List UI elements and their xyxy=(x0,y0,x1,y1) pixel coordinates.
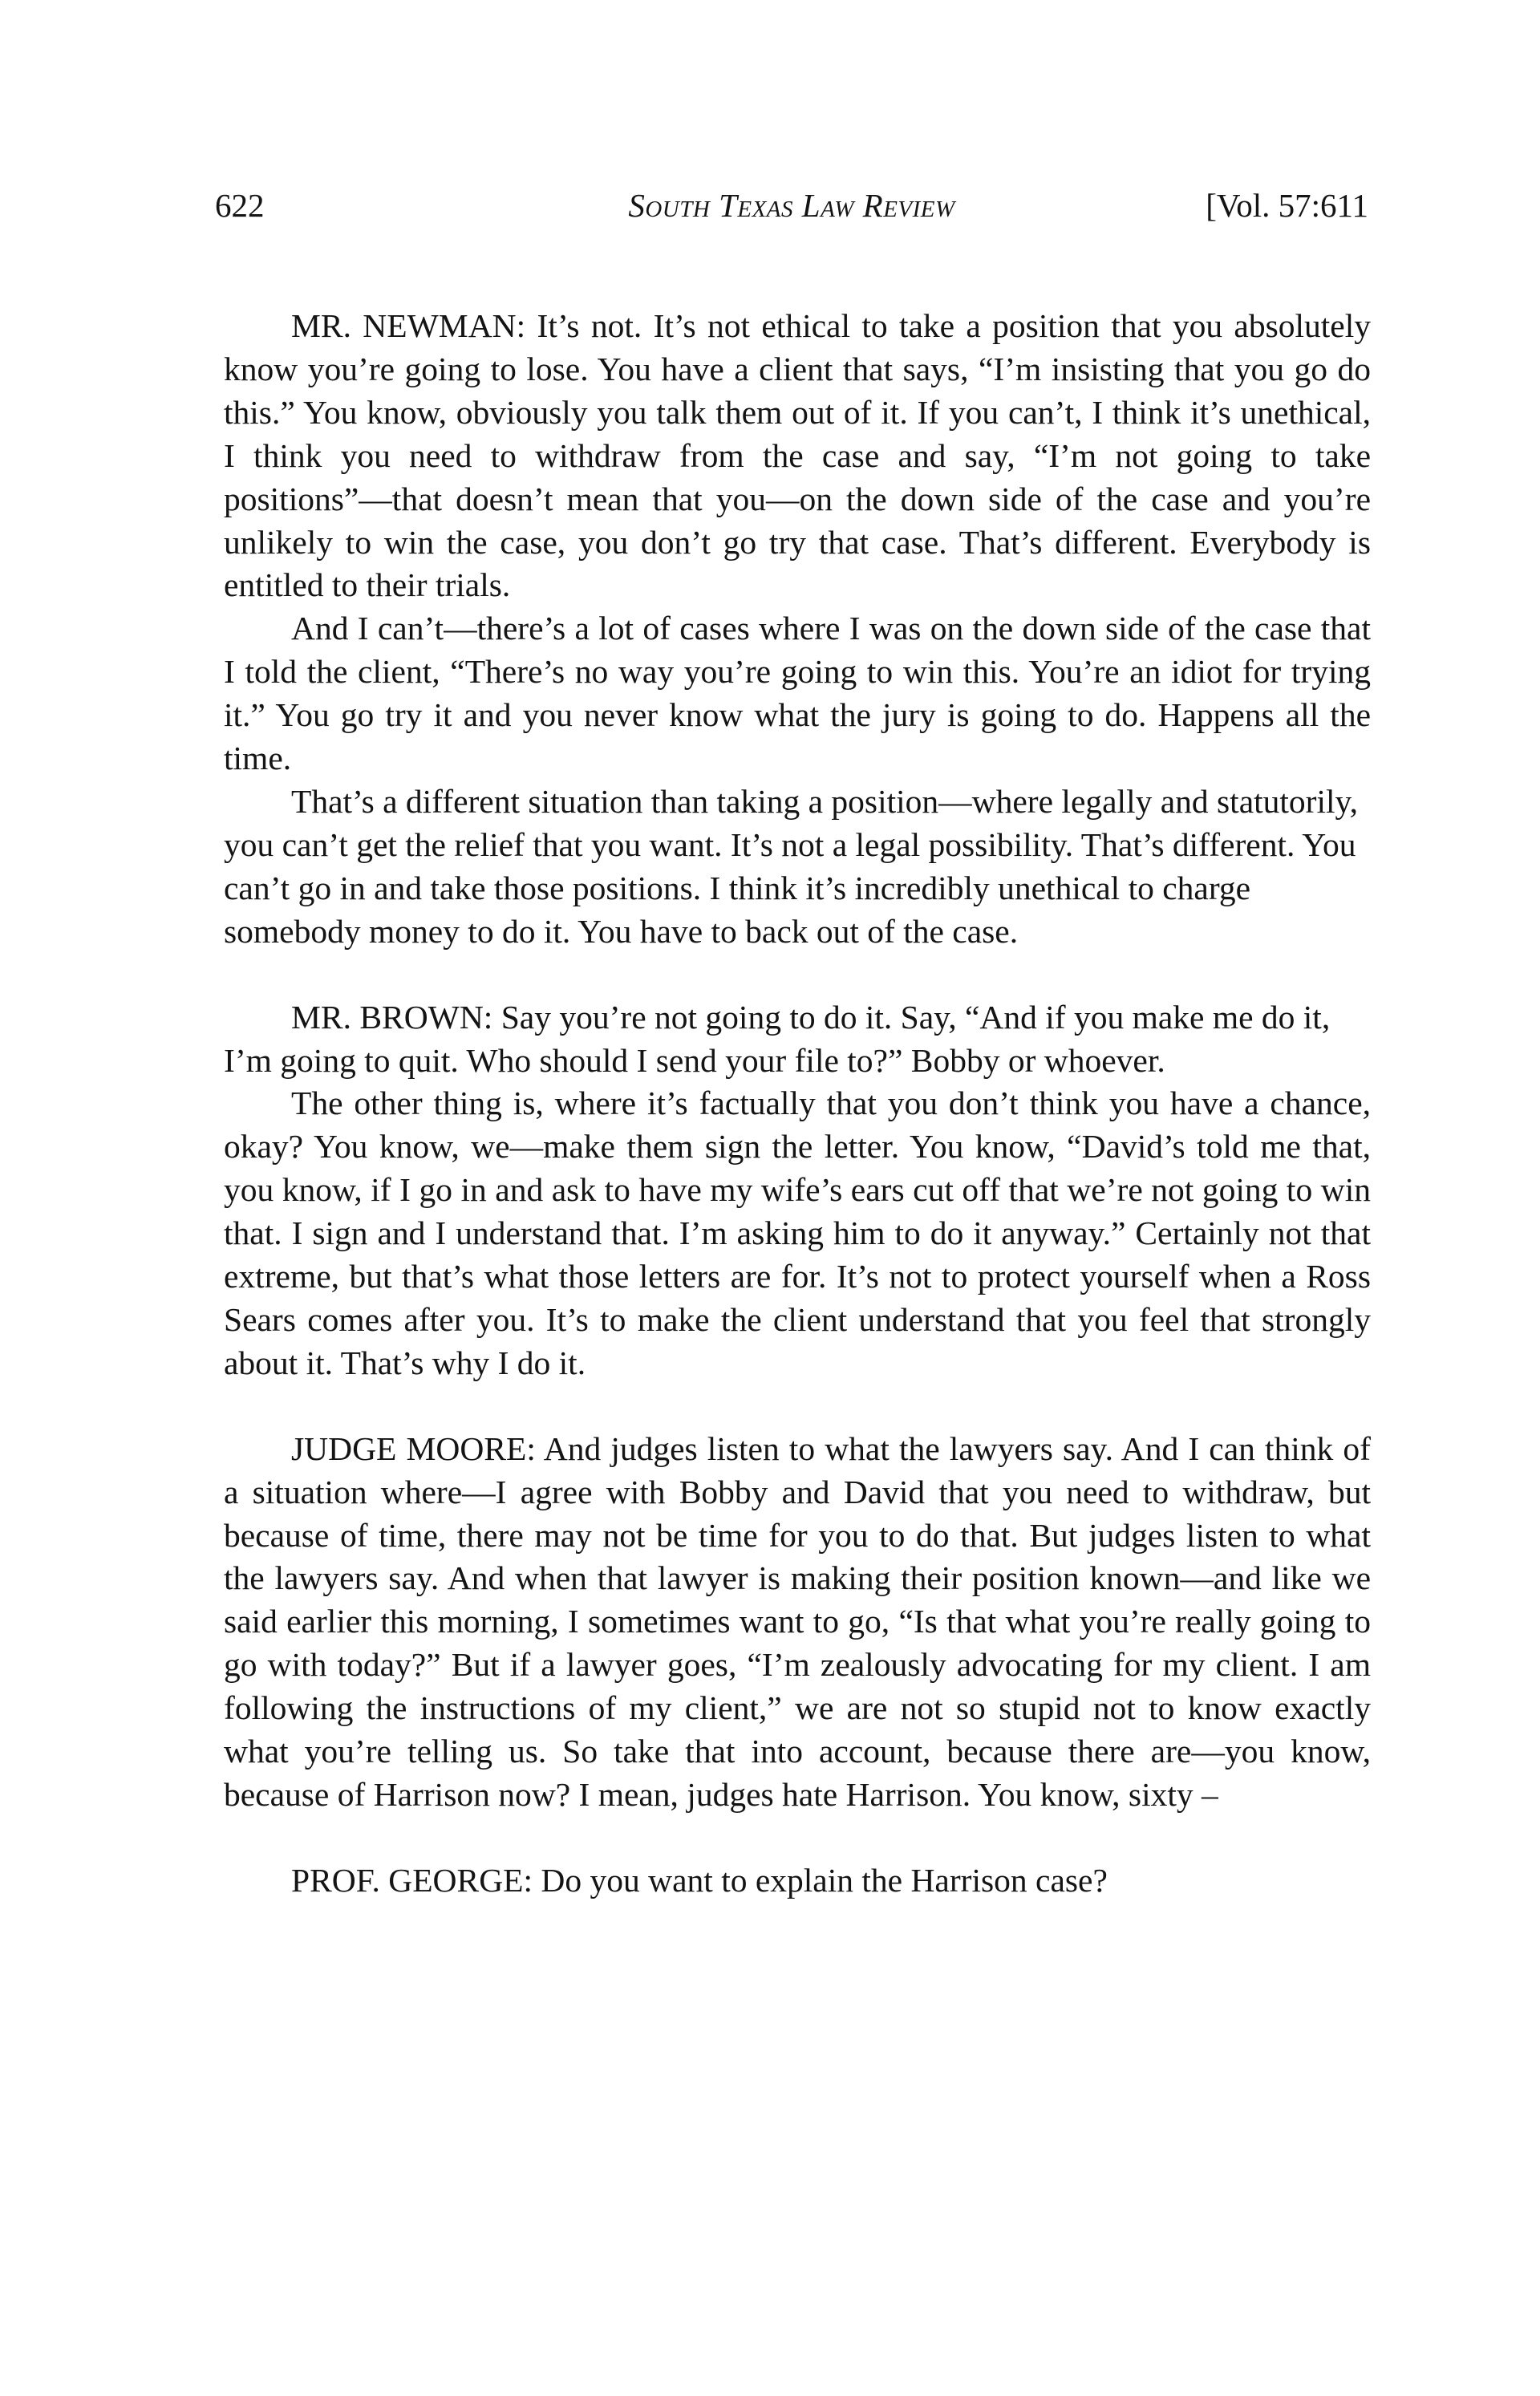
paragraph-newman: MR. NEWMAN: It’s not. It’s not ethical to take a position that you absolutely know you’re going to lose. You have a client that says, “I’m insisting that you go do this.” You know, obviously you talk them out of it. If you can’t, I think it’s unethical, I think you need to withdraw from the case and say, “I’m not going to take positions”—that doesn’t mean that you—on the down side of the case and you’re unlikely to win the case, you don’t go try that case. That’s different. Everybody is entitled to their trials. xyxy=(224,307,1371,604)
paragraph-moore: JUDGE MOORE: And judges listen to what the lawyers say. And I can think of a situation where—I agree with Bobby and David that you need to withdraw, but because of time, there may not be time for you to do that. But judges listen to what the lawyers say. And when that lawyer is making their position known—and like we said earlier this morning, I sometimes want to go, “Is that what you’re really going to go with today?” But if a lawyer goes, “I’m zealously advocating for my client. I am following the instructions of my client,” we are not so stupid not to know exactly what you’re telling us. So take that into account, because there are—you know, because of Harrison now? I mean, judges hate Harrison. You know, sixty – xyxy=(224,1429,1371,1813)
running-header xyxy=(215,181,1368,229)
paragraph-brown: MR. BROWN: Say you’re not going to do it. Say, “And if you make me do it, I’m going to quit. Who should I send your file to?” Bobby or whoever. xyxy=(224,998,1331,1079)
volume-citation: [Vol. 57:611 xyxy=(1206,187,1368,224)
paragraph-george: PROF. GEORGE: Do you want to explain the Harrison case? xyxy=(291,1861,1108,1899)
paragraph-newman-continued-2: That’s a different situation than taking a position—where legally and statutorily, you can’t get the relief that you want. It’s not a legal possibility. That’s different. You can’t go in and take those positions. I think it’s incredibly unethical to charge somebody money to do it. You have to back out of the case. xyxy=(224,782,1358,950)
journal-title: South Texas Law Review xyxy=(628,187,955,224)
transcript-body xyxy=(224,305,1371,1903)
paragraph-newman-continued: And I can’t—there’s a lot of cases where I was on the down side of the case that I told the client, “There’s no way you’re going to win this. You’re an idiot for trying it.” You go try it and you never know what the jury is going to do. Happens all the time. xyxy=(224,610,1371,777)
page-number: 622 xyxy=(215,187,265,224)
paragraph-brown-continued: The other thing is, where it’s factually that you don’t think you have a chance, okay? You know, we—make them sign the letter. You know, “David’s told me that, you know, if I go in and ask to have my wife’s ears cut off that we’re not going to win that. I sign and I understand that. I’m asking him to do it anyway.” Certainly not that extreme, but that’s what those letters are for. It’s not to protect yourself when a Ross Sears comes after you. It’s to make the client understand that you feel that strongly about it. That’s why I do it. xyxy=(224,1084,1371,1381)
